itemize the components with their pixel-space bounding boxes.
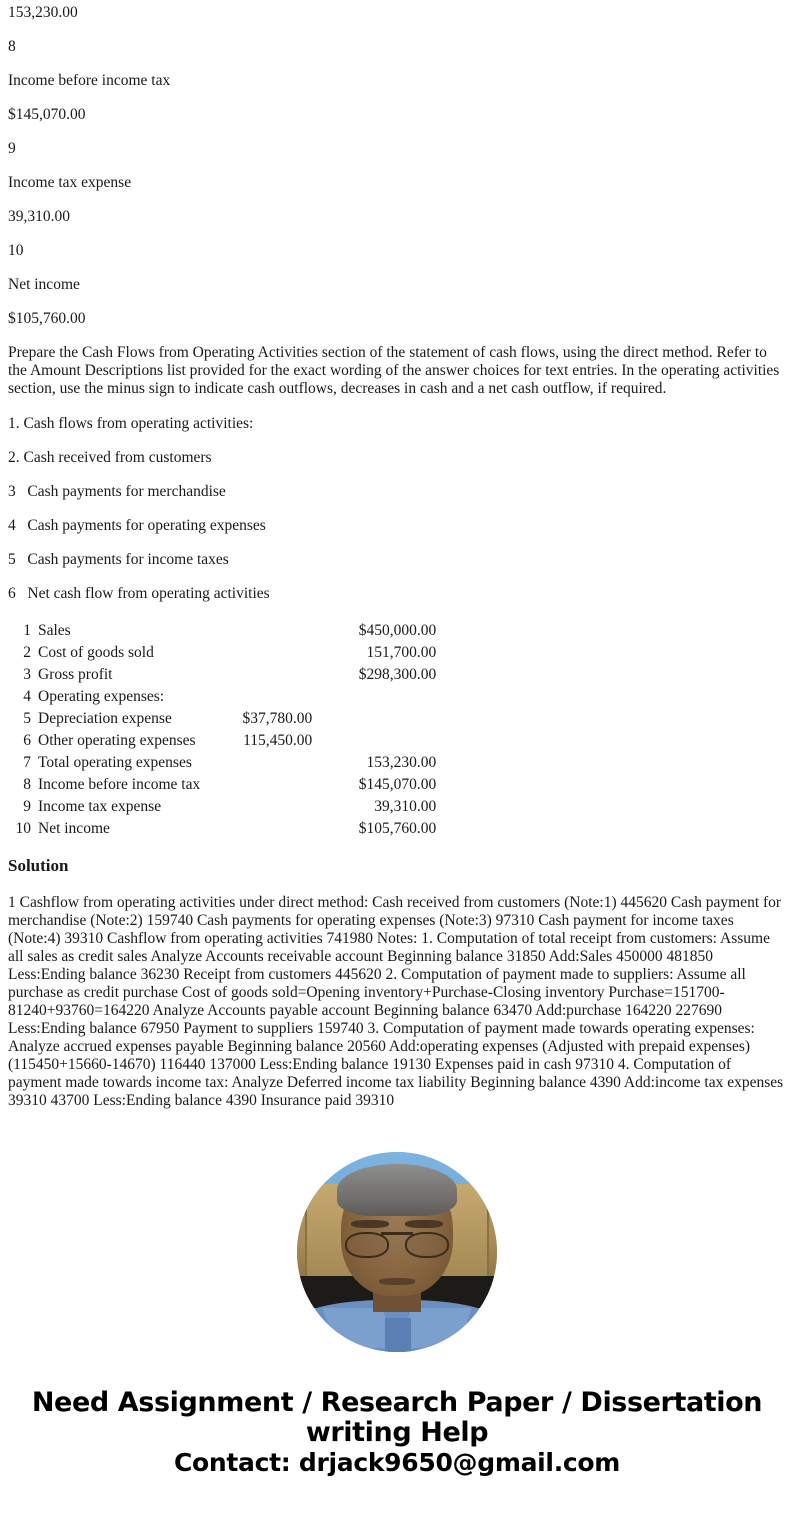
- row-inner-amount: [206, 818, 316, 840]
- row-label: Operating expenses:: [38, 688, 165, 705]
- row-number: 10: [15, 820, 31, 837]
- amount-description-item: 4 Cash payments for operating expenses: [8, 517, 266, 534]
- row-number: 5: [23, 710, 31, 727]
- row-label: Depreciation expense: [38, 710, 172, 727]
- row-number: 2: [23, 644, 31, 661]
- avatar-eyebrow-right: [405, 1220, 443, 1228]
- amount-descriptions-list: [8, 415, 786, 602]
- avatar-lens-left: [345, 1232, 389, 1258]
- row-inner-amount: [206, 642, 316, 664]
- row-amount: 153,230.00: [366, 754, 437, 771]
- row-label: Gross profit: [38, 666, 113, 683]
- row-inner-amount: [206, 664, 316, 686]
- row-inner-amount: $37,780.00: [242, 710, 313, 727]
- row-number: 8: [23, 776, 31, 793]
- statement-fragment: $145,070.00: [8, 106, 86, 123]
- statement-fragment-list: [8, 0, 786, 327]
- table-row: [8, 620, 436, 642]
- statement-fragment: Income before income tax: [8, 72, 171, 89]
- row-number: 7: [23, 754, 31, 771]
- table-row: [8, 774, 436, 796]
- table-row: [8, 730, 436, 752]
- table-row: [8, 686, 436, 708]
- row-label: Sales: [38, 622, 71, 639]
- row-amount: 151,700.00: [366, 644, 437, 661]
- statement-fragment: 8: [8, 38, 16, 55]
- avatar-hair: [337, 1164, 457, 1216]
- glasses-icon: [345, 1232, 449, 1258]
- instruction-paragraph: Prepare the Cash Flows from Operating Activities section of the statement of cash flows, using the direct method. Refer to the Amount Descriptions list provided for the exact wording of the answer choices for text entries. In the operating activities section, use the minus sign to indicate cash outflows, decreases in cash and a net cash outflow, if required.: [8, 344, 780, 397]
- statement-fragment: Income tax expense: [8, 174, 132, 191]
- row-amount: [316, 686, 436, 708]
- avatar-glasses-bridge: [381, 1232, 413, 1235]
- row-inner-amount: [206, 796, 316, 818]
- statement-fragment: 10: [8, 242, 24, 259]
- row-inner-amount: [206, 774, 316, 796]
- avatar-eyebrow-left: [351, 1220, 389, 1228]
- row-amount: $298,300.00: [358, 666, 437, 683]
- row-amount: $105,760.00: [358, 820, 437, 837]
- statement-fragment: 39,310.00: [8, 208, 70, 225]
- row-inner-amount: 115,450.00: [243, 732, 313, 749]
- amount-description-item: 6 Net cash flow from operating activities: [8, 585, 270, 602]
- statement-fragment: 153,230.00: [8, 4, 78, 21]
- row-number: 3: [23, 666, 31, 683]
- table-row: [8, 708, 436, 730]
- solution-heading: Solution: [8, 856, 69, 875]
- row-number: 6: [23, 732, 31, 749]
- avatar-container: [8, 1152, 786, 1352]
- row-inner-amount: [206, 752, 316, 774]
- row-number: 1: [23, 622, 31, 639]
- table-row: [8, 818, 436, 840]
- row-amount: $450,000.00: [358, 622, 437, 639]
- avatar-lens-right: [405, 1232, 449, 1258]
- solution-paragraph: 1 Cashflow from operating activities under direct method: Cash received from customers (Note:1) 445620 Cash payment for merchandise (Note:2) 159740 Cash payments for operating expenses (Note:3) 97310 Cash payment for income taxes (Note:4) 39310 Cashflow from operating activities 741980 Notes: 1. Computation of total receipt from customers: Assume all sales as credit sales Analyze Accounts receivable account Beginning balance 31850 Add:Sales 450000 481850 Less:Ending balance 36230 Receipt from customers 445620 2. Computation of payment made to suppliers: Assume all purchase as credit purchase Cost of goods sold=Opening inventory+Purchase-Closing inventory Purchase=151700-81240+93760=164220 Analyze Accounts payable account Beginning balance 63470 Add:purchase 164220 227690 Less:Ending balance 67950 Payment to suppliers 159740 3. Computation of payment made towards operating expenses: Analyze accrued expenses payable Beginning balance 20560 Add:operating expenses (Adjusted with prepaid expenses) (115450+15660-14670) 116440 137000 Less:Ending balance 19130 Expenses paid in cash 97310 4. Computation of payment made towards income tax: Analyze Deferred income tax liability Beginning balance 4390 Add:income tax expenses 39310 43700 Less:Ending balance 4390 Insurance paid 39310: [8, 894, 784, 1109]
- row-inner-amount: [206, 620, 316, 642]
- amount-description-item: 3 Cash payments for merchandise: [8, 483, 226, 500]
- row-label: Cost of goods sold: [38, 644, 154, 661]
- row-label: Total operating expenses: [38, 754, 192, 771]
- table-row: [8, 664, 436, 686]
- row-amount: [316, 708, 436, 730]
- table-row: [8, 642, 436, 664]
- statement-fragment: $105,760.00: [8, 310, 86, 327]
- row-amount: $145,070.00: [358, 776, 437, 793]
- row-inner-amount: [206, 686, 316, 708]
- statement-fragment: Net income: [8, 276, 80, 293]
- row-label: Income tax expense: [38, 798, 162, 815]
- promo-contact: Contact: drjack9650@gmail.com: [173, 1448, 621, 1477]
- promo-headline: Need Assignment / Research Paper / Dissertation writing Help: [31, 1387, 763, 1448]
- amount-description-item: 2. Cash received from customers: [8, 449, 212, 466]
- avatar: [297, 1152, 497, 1352]
- row-label: Net income: [38, 820, 110, 837]
- table-row: [8, 752, 436, 774]
- row-label: Other operating expenses: [38, 732, 196, 749]
- income-statement-table: [8, 620, 436, 840]
- avatar-mouth: [379, 1278, 415, 1285]
- amount-description-item: 1. Cash flows from operating activities:: [8, 415, 254, 432]
- row-number: 4: [23, 688, 31, 705]
- row-amount: [316, 730, 436, 752]
- table-row: [8, 796, 436, 818]
- row-label: Income before income tax: [38, 776, 201, 793]
- avatar-tie: [385, 1318, 411, 1352]
- row-number: 9: [23, 798, 31, 815]
- amount-description-item: 5 Cash payments for income taxes: [8, 551, 229, 568]
- statement-fragment: 9: [8, 140, 16, 157]
- row-amount: 39,310.00: [374, 798, 437, 815]
- promo-footer: [8, 1388, 786, 1478]
